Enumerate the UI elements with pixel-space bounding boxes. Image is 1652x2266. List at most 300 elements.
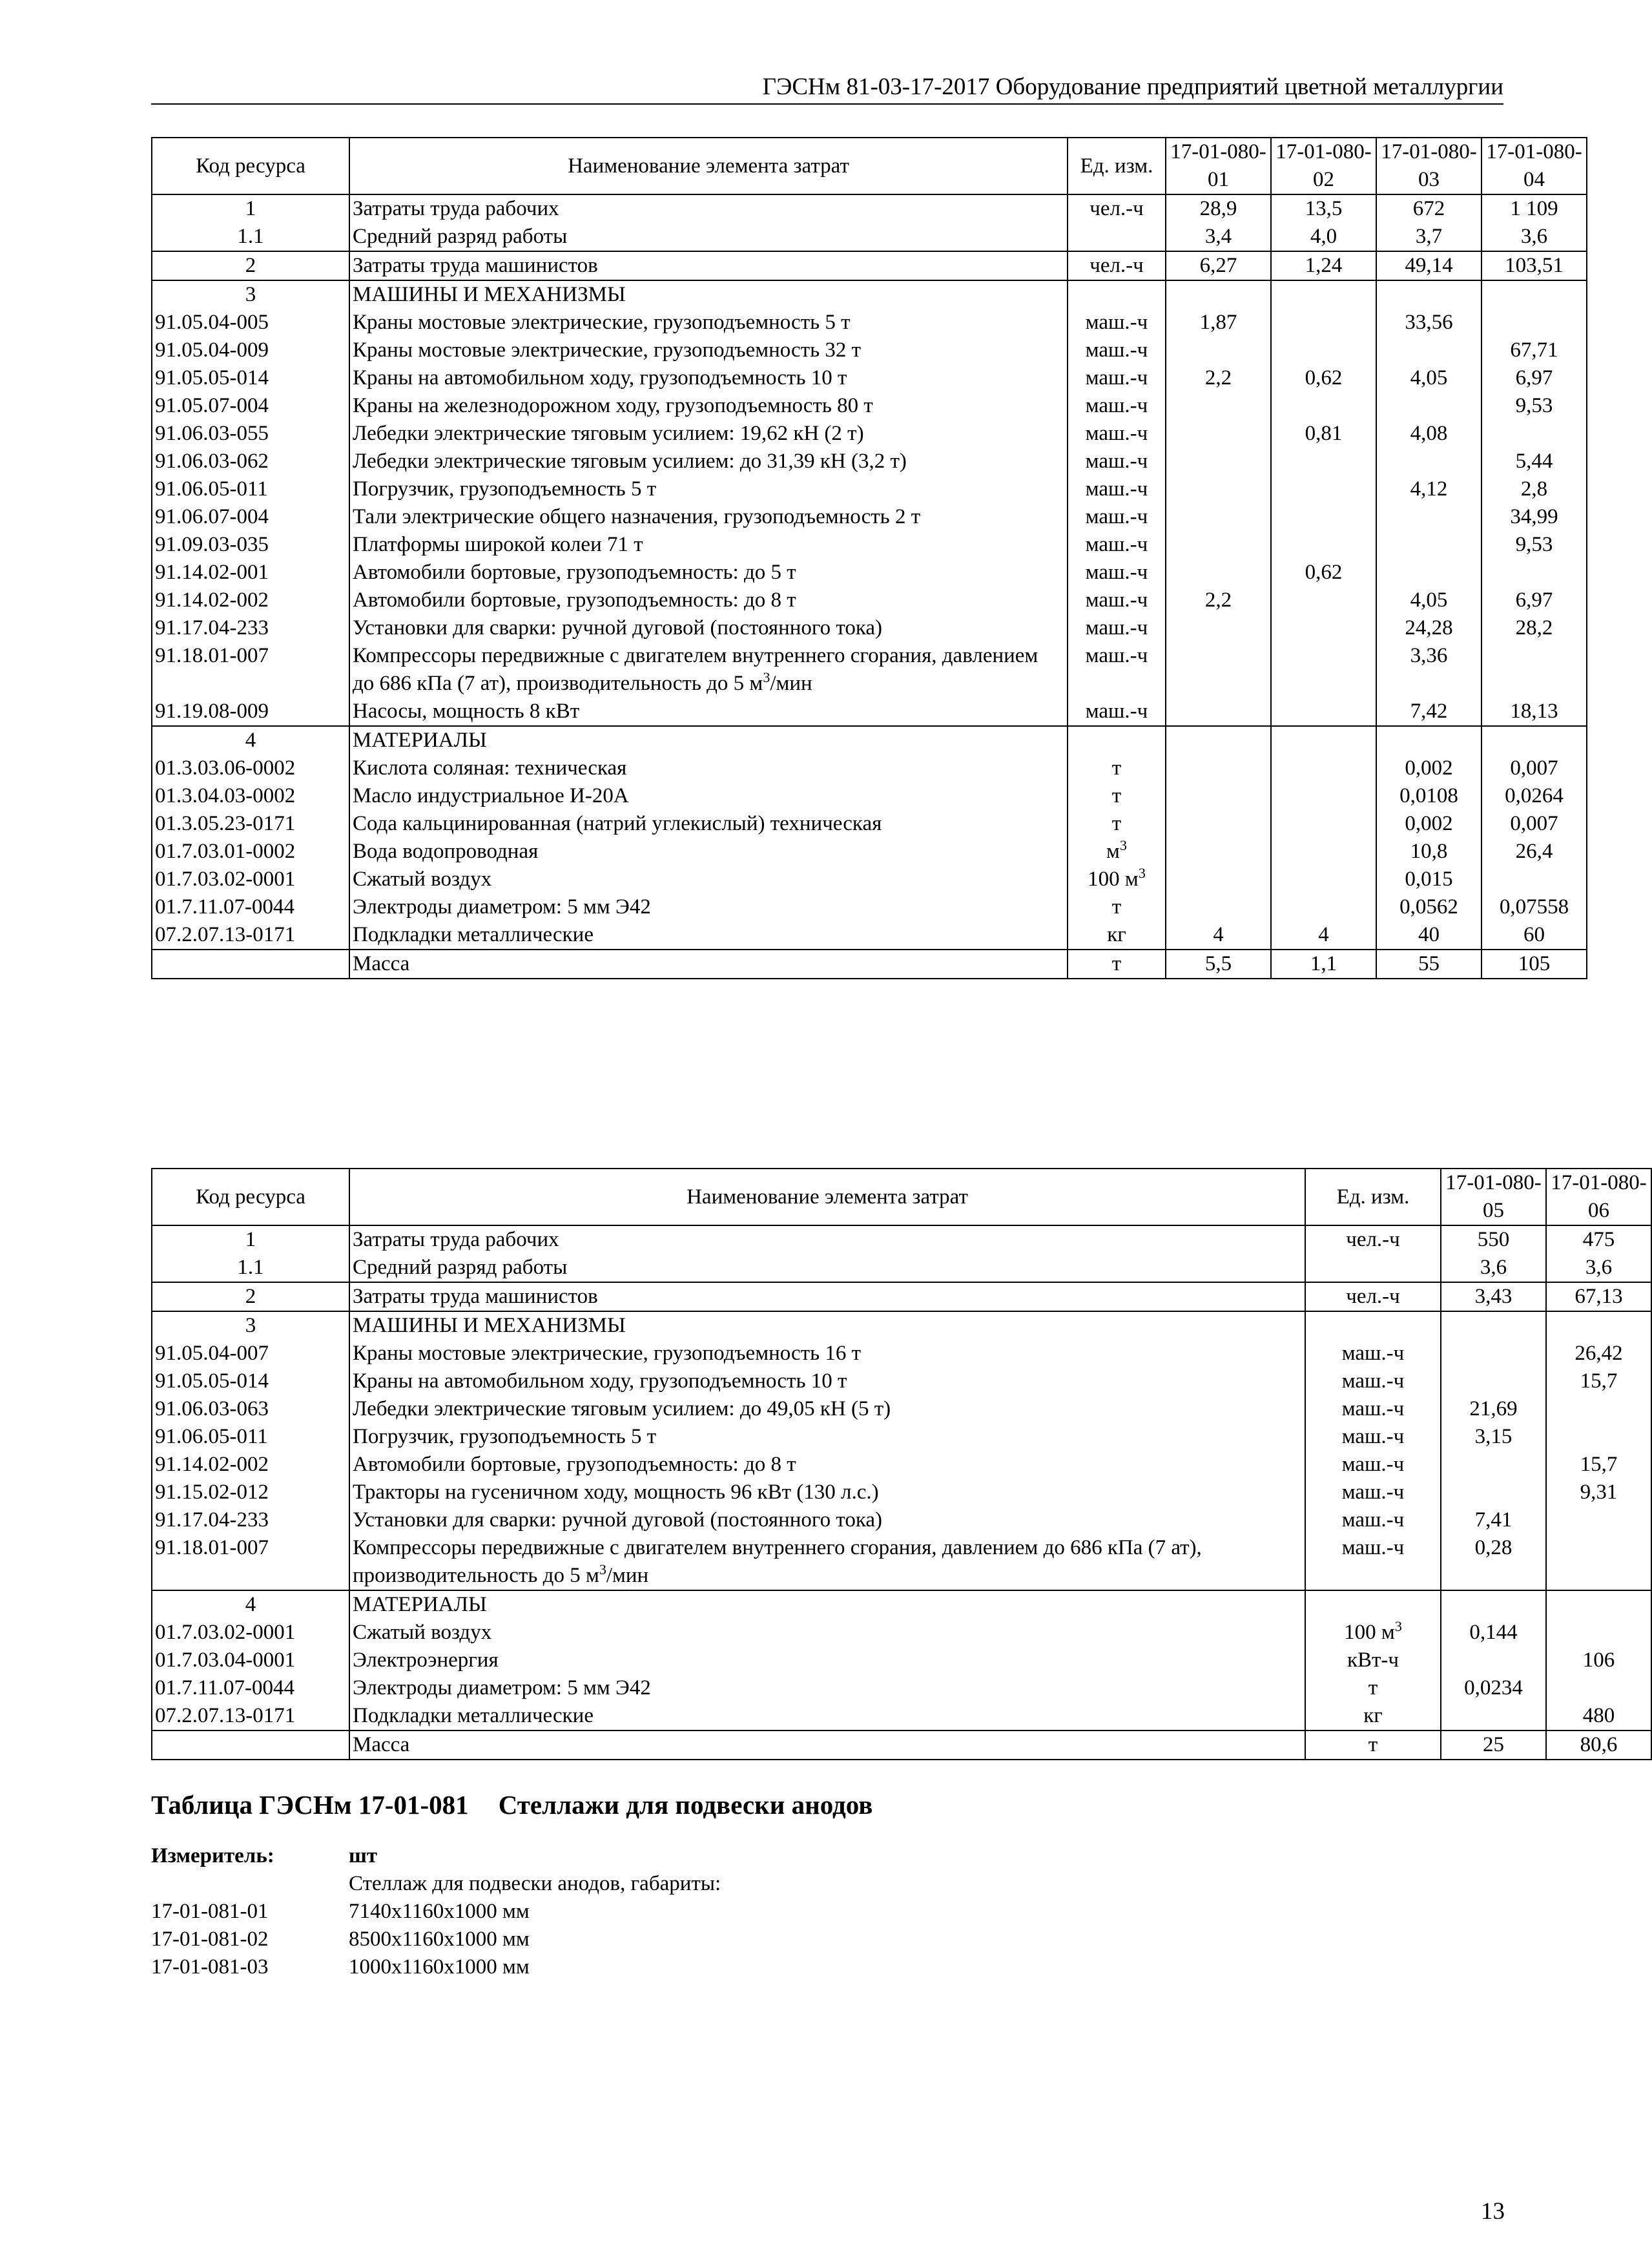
code-cell: 91.05.05-014 [152,1367,349,1395]
value-cell [1271,754,1376,782]
code-cell: 91.17.04-233 [152,614,349,642]
value-cell [1441,1702,1546,1731]
unit-cell: маш.-ч [1305,1367,1441,1395]
value-cell [1482,866,1587,893]
table-row [152,1731,1651,1760]
value-cell [1166,893,1271,921]
value-cell: 0,28 [1441,1534,1546,1590]
unit-cell: $м^3$ [1068,838,1166,866]
table-row [152,921,1587,950]
code-cell: 07.2.07.13-0171 [152,921,349,950]
col-header-name: Наименование элемента затрат [349,138,1068,194]
value-cell: 28,9 [1166,194,1271,223]
table-row [152,364,1587,392]
value-cell [1271,866,1376,893]
unit-cell: маш.-ч [1305,1534,1441,1590]
value-cell: 4,08 [1376,420,1482,448]
col-header-unit: Ед. изм. [1068,138,1166,194]
unit-cell: чел.-ч [1305,1225,1441,1254]
value-cell: 0,007 [1482,810,1587,838]
list-item [151,1953,1184,1981]
value-cell: 3,6 [1441,1254,1546,1282]
unit-cell [1305,1254,1441,1282]
value-cell: 49,14 [1376,251,1482,280]
table-row [152,1225,1651,1254]
value-cell [1166,838,1271,866]
code-cell: 01.7.11.07-0044 [152,1674,349,1702]
value-cell [1546,1423,1651,1451]
name-cell: Вода водопроводная [349,838,1068,866]
code-cell: 01.3.04.03-0002 [152,782,349,810]
value-cell [1376,559,1482,587]
unit-cell: маш.-ч [1305,1423,1441,1451]
value-cell [1271,280,1376,309]
value-cell: 21,69 [1441,1395,1546,1423]
value-cell: 3,6 [1482,223,1587,251]
meter-block [151,1842,1184,1981]
value-cell [1546,1506,1651,1534]
unit-cell [1305,1311,1441,1340]
value-cell: 0,002 [1376,810,1482,838]
name-cell: Масса [349,1731,1305,1760]
value-cell: 28,2 [1482,614,1587,642]
value-cell [1376,337,1482,364]
table-row [152,1506,1651,1534]
value-cell: 4,05 [1376,587,1482,614]
code-cell: 91.14.02-002 [152,587,349,614]
value-cell: 26,42 [1546,1340,1651,1367]
value-cell [1271,810,1376,838]
value-cell [1166,337,1271,364]
unit-cell: 100 $м^3$ [1305,1619,1441,1647]
unit-cell: маш.-ч [1068,309,1166,337]
value-cell: 0,07558 [1482,893,1587,921]
value-cell [1482,559,1587,587]
value-cell: 0,015 [1376,866,1482,893]
table-row [152,1702,1651,1731]
value-cell: 0,62 [1271,364,1376,392]
table-row [152,309,1587,337]
table-row [152,614,1587,642]
value-cell [1166,531,1271,559]
page-number: 13 [1481,2198,1505,2225]
value-cell [1166,448,1271,475]
value-cell [1166,614,1271,642]
name-cell: МАШИНЫ И МЕХАНИЗМЫ [349,280,1068,309]
item-code: 17-01-081-03 [151,1955,269,1979]
unit-cell: маш.-ч [1305,1479,1441,1506]
value-cell [1271,782,1376,810]
code-cell: 01.7.03.02-0001 [152,866,349,893]
unit-cell: маш.-ч [1068,531,1166,559]
value-cell [1376,531,1482,559]
value-cell [1271,337,1376,364]
table-row [152,838,1587,866]
code-cell: 01.7.03.02-0001 [152,1619,349,1647]
table-row [152,1590,1651,1619]
value-cell: 3,36 [1376,642,1482,698]
unit-cell: маш.-ч [1068,614,1166,642]
table-row [152,531,1587,559]
value-cell: 3,7 [1376,223,1482,251]
table-body [152,194,1587,979]
table-row [152,1534,1651,1590]
value-cell [1271,392,1376,420]
value-cell: 25 [1441,1731,1546,1760]
value-cell: 9,53 [1482,392,1587,420]
value-cell [1271,726,1376,754]
value-cell [1482,280,1587,309]
code-cell [152,1731,349,1760]
code-cell: 91.06.03-062 [152,448,349,475]
unit-cell: маш.-ч [1068,364,1166,392]
value-cell: 10,8 [1376,838,1482,866]
value-cell: 672 [1376,194,1482,223]
value-cell [1376,726,1482,754]
code-cell: 91.09.03-035 [152,531,349,559]
code-cell [152,950,349,979]
code-cell: 91.06.03-063 [152,1395,349,1423]
code-cell: 1.1 [152,1254,349,1282]
name-cell: Масса [349,950,1068,979]
table-name: Стеллажи для подвески анодов [498,1790,873,1820]
value-cell: 0,007 [1482,754,1587,782]
unit-cell: маш.-ч [1305,1451,1441,1479]
unit-cell: маш.-ч [1068,392,1166,420]
value-cell: 2,2 [1166,364,1271,392]
code-cell: 4 [152,726,349,754]
value-cell: 1 109 [1482,194,1587,223]
unit-cell: маш.-ч [1068,642,1166,698]
table-row [152,1367,1651,1395]
code-cell: 01.7.11.07-0044 [152,893,349,921]
unit-cell [1068,726,1166,754]
name-cell: Краны мостовые электрические, грузоподъемность 32 т [349,337,1068,364]
code-cell: 4 [152,1590,349,1619]
table-row [152,726,1587,754]
name-cell: Электроды диаметром: 5 мм Э42 [349,893,1068,921]
value-cell: 7,42 [1376,698,1482,726]
value-cell [1271,614,1376,642]
value-cell: 4,0 [1271,223,1376,251]
table-row [152,893,1587,921]
item-code: 17-01-081-02 [151,1928,269,1951]
value-cell [1271,698,1376,726]
name-cell: Тали электрические общего назначения, грузоподъемность 2 т [349,503,1068,531]
value-cell: 3,15 [1441,1423,1546,1451]
code-cell: 91.05.05-014 [152,364,349,392]
unit-cell: кг [1068,921,1166,950]
col-header-name: Наименование элемента затрат [349,1169,1305,1225]
value-cell [1441,1647,1546,1674]
unit-cell: т [1068,893,1166,921]
value-cell [1376,280,1482,309]
value-cell: 55 [1376,950,1482,979]
value-cell [1271,503,1376,531]
value-cell: 5,44 [1482,448,1587,475]
value-cell [1546,1534,1651,1590]
table-row [152,642,1587,698]
value-cell [1376,448,1482,475]
value-cell [1546,1674,1651,1702]
unit-cell: т [1305,1731,1441,1760]
value-cell [1546,1590,1651,1619]
code-cell: 91.05.04-009 [152,337,349,364]
code-cell: 01.3.05.23-0171 [152,810,349,838]
value-cell: 3,4 [1166,223,1271,251]
unit-cell: маш.-ч [1068,503,1166,531]
value-cell: 9,53 [1482,531,1587,559]
table-row [152,1619,1651,1647]
code-cell: 91.05.04-005 [152,309,349,337]
name-cell: Насосы, мощность 8 кВт [349,698,1068,726]
value-cell: 40 [1376,921,1482,950]
value-cell [1546,1395,1651,1423]
value-cell: 7,41 [1441,1506,1546,1534]
value-cell: 4,05 [1376,364,1482,392]
unit-cell: чел.-ч [1305,1282,1441,1311]
unit-cell: т [1305,1674,1441,1702]
value-cell: 5,5 [1166,950,1271,979]
value-cell: 106 [1546,1647,1651,1674]
value-cell [1441,1340,1546,1367]
table-row [152,782,1587,810]
name-cell: Затраты труда машинистов [349,1282,1305,1311]
name-cell: Сжатый воздух [349,1619,1305,1647]
name-cell: Погрузчик, грузоподъемность 5 т [349,475,1068,503]
unit-cell: маш.-ч [1305,1340,1441,1367]
col-header-080-06: 17-01-080-06 [1546,1169,1651,1225]
name-cell: Средний разряд работы [349,223,1068,251]
name-cell: Автомобили бортовые, грузоподъемность: до 5 т [349,559,1068,587]
table-row [152,337,1587,364]
unit-cell: кВт-ч [1305,1647,1441,1674]
unit-cell [1305,1590,1441,1619]
code-cell: 91.17.04-233 [152,1506,349,1534]
value-cell: 480 [1546,1702,1651,1731]
unit-cell: маш.-ч [1068,559,1166,587]
code-cell: 07.2.07.13-0171 [152,1702,349,1731]
col-header-080-05: 17-01-080-05 [1441,1169,1546,1225]
item-dimensions: 8500х1160х1000 мм [349,1928,530,1951]
value-cell [1166,475,1271,503]
value-cell [1546,1619,1651,1647]
code-cell: 1 [152,1225,349,1254]
meter-label: Измеритель: [151,1844,274,1867]
code-cell: 91.06.05-011 [152,1423,349,1451]
name-cell: Компрессоры передвижные с двигателем внутреннего сгорания, давлением до 686 кПа (7 ат), производительность до 5 $м^3$/мин [349,642,1068,698]
resource-table-080-05-06 [151,1168,1652,1760]
code-cell: 91.06.05-011 [152,475,349,503]
name-cell: Погрузчик, грузоподъемность 5 т [349,1423,1305,1451]
table-row [152,251,1587,280]
name-cell: Автомобили бортовые, грузоподъемность: до 8 т [349,587,1068,614]
value-cell: 80,6 [1546,1731,1651,1760]
table-row [152,1647,1651,1674]
code-cell: 01.7.03.04-0001 [152,1647,349,1674]
name-cell: МАТЕРИАЛЫ [349,726,1068,754]
code-cell: 91.18.01-007 [152,1534,349,1590]
value-cell [1166,726,1271,754]
name-cell: Лебедки электрические тяговым усилием: 19,62 кН (2 т) [349,420,1068,448]
value-cell: 0,0562 [1376,893,1482,921]
name-cell: Краны на автомобильном ходу, грузоподъемность 10 т [349,1367,1305,1395]
value-cell [1441,1311,1546,1340]
table-row [152,448,1587,475]
value-cell [1441,1590,1546,1619]
value-cell [1271,838,1376,866]
table-header-row [152,1169,1651,1225]
value-cell [1166,782,1271,810]
table-row [152,392,1587,420]
value-cell [1271,531,1376,559]
name-cell: Краны на железнодорожном ходу, грузоподъемность 80 т [349,392,1068,420]
name-cell: Краны мостовые электрические, грузоподъемность 16 т [349,1340,1305,1367]
value-cell [1376,503,1482,531]
list-item [151,1898,1184,1926]
item-code: 17-01-081-01 [151,1900,269,1923]
name-cell: Краны мостовые электрические, грузоподъемность 5 т [349,309,1068,337]
table-row [152,950,1587,979]
code-cell: 91.18.01-007 [152,642,349,698]
col-header-code: Код ресурса [152,1169,349,1225]
table-code: Таблица ГЭСНм 17-01-081 [151,1790,469,1820]
meter-unit: шт [349,1844,378,1867]
code-cell: 01.7.03.01-0002 [152,838,349,866]
table-row [152,1423,1651,1451]
unit-cell: маш.-ч [1068,698,1166,726]
name-cell: Электроды диаметром: 5 мм Э42 [349,1674,1305,1702]
value-cell: 24,28 [1376,614,1482,642]
value-cell: 4 [1271,921,1376,950]
item-dimensions: 7140х1160х1000 мм [349,1900,530,1923]
value-cell [1271,475,1376,503]
value-cell [1166,866,1271,893]
table-row [152,754,1587,782]
name-cell: Кислота соляная: техническая [349,754,1068,782]
name-cell: Сжатый воздух [349,866,1068,893]
code-cell: 91.05.04-007 [152,1340,349,1367]
unit-cell: т [1068,810,1166,838]
value-cell: 34,99 [1482,503,1587,531]
value-cell: 6,97 [1482,587,1587,614]
unit-cell: кг [1305,1702,1441,1731]
code-cell: 3 [152,1311,349,1340]
value-cell: 1,1 [1271,950,1376,979]
value-cell: 2,2 [1166,587,1271,614]
col-header-080-03: 17-01-080-03 [1376,138,1482,194]
name-cell: Сода кальцинированная (натрий углекислый) техническая [349,810,1068,838]
value-cell: 3,43 [1441,1282,1546,1311]
value-cell [1441,1451,1546,1479]
value-cell [1546,1311,1651,1340]
value-cell: 105 [1482,950,1587,979]
value-cell: 15,7 [1546,1367,1651,1395]
value-cell: 3,6 [1546,1254,1651,1282]
value-cell: 4 [1166,921,1271,950]
name-cell: Установки для сварки: ручной дуговой (постоянного тока) [349,1506,1305,1534]
section-title [151,1788,872,1822]
value-cell: 1,24 [1271,251,1376,280]
name-cell: Подкладки металлические [349,1702,1305,1731]
table-row [152,1395,1651,1423]
table-row [152,587,1587,614]
name-cell: Электроэнергия [349,1647,1305,1674]
code-cell: 91.05.07-004 [152,392,349,420]
value-cell: 18,13 [1482,698,1587,726]
name-cell: Средний разряд работы [349,1254,1305,1282]
value-cell [1166,698,1271,726]
name-cell: Затраты труда рабочих [349,1225,1305,1254]
col-header-080-02: 17-01-080-02 [1271,138,1376,194]
value-cell: 1,87 [1166,309,1271,337]
value-cell [1166,642,1271,698]
value-cell [1166,280,1271,309]
value-cell: 0,62 [1271,559,1376,587]
code-cell: 91.14.02-001 [152,559,349,587]
name-cell: Масло индустриальное И-20А [349,782,1068,810]
table-row [152,810,1587,838]
value-cell [1482,420,1587,448]
value-cell [1271,309,1376,337]
value-cell: 0,144 [1441,1619,1546,1647]
value-cell: 2,8 [1482,475,1587,503]
col-header-080-01: 17-01-080-01 [1166,138,1271,194]
name-cell: Лебедки электрические тяговым усилием: до 31,39 кН (3,2 т) [349,448,1068,475]
unit-cell: 100 $м^3$ [1068,866,1166,893]
unit-cell [1068,280,1166,309]
unit-cell: маш.-ч [1068,448,1166,475]
value-cell [1166,810,1271,838]
value-cell: 60 [1482,921,1587,950]
table-row [152,1674,1651,1702]
table-row [152,1479,1651,1506]
code-cell: 91.15.02-012 [152,1479,349,1506]
value-cell [1166,392,1271,420]
code-cell: 3 [152,280,349,309]
value-cell: 0,002 [1376,754,1482,782]
code-cell: 1.1 [152,223,349,251]
value-cell: 103,51 [1482,251,1587,280]
code-cell: 91.14.02-002 [152,1451,349,1479]
unit-cell: т [1068,754,1166,782]
unit-cell: чел.-ч [1068,194,1166,223]
unit-cell: маш.-ч [1305,1506,1441,1534]
value-cell: 475 [1546,1225,1651,1254]
table-row [152,194,1587,223]
unit-cell: т [1068,782,1166,810]
name-cell: Платформы широкой колеи 71 т [349,531,1068,559]
value-cell [1376,392,1482,420]
name-cell: Затраты труда рабочих [349,194,1068,223]
value-cell: 4,12 [1376,475,1482,503]
value-cell: 13,5 [1271,194,1376,223]
unit-cell [1068,223,1166,251]
code-cell: 1 [152,194,349,223]
col-header-code: Код ресурса [152,138,349,194]
col-header-080-04: 17-01-080-04 [1482,138,1587,194]
value-cell [1482,726,1587,754]
unit-cell: маш.-ч [1068,337,1166,364]
table-row [152,1340,1651,1367]
name-cell: МАТЕРИАЛЫ [349,1590,1305,1619]
value-cell [1482,642,1587,698]
name-cell: Краны на автомобильном ходу, грузоподъемность 10 т [349,364,1068,392]
table-row [152,1282,1651,1311]
table-row [152,1254,1651,1282]
name-cell: МАШИНЫ И МЕХАНИЗМЫ [349,1311,1305,1340]
name-cell: Компрессоры передвижные с двигателем внутреннего сгорания, давлением до 686 кПа (7 ат), производительность до 5 $м^3$/мин [349,1534,1305,1590]
